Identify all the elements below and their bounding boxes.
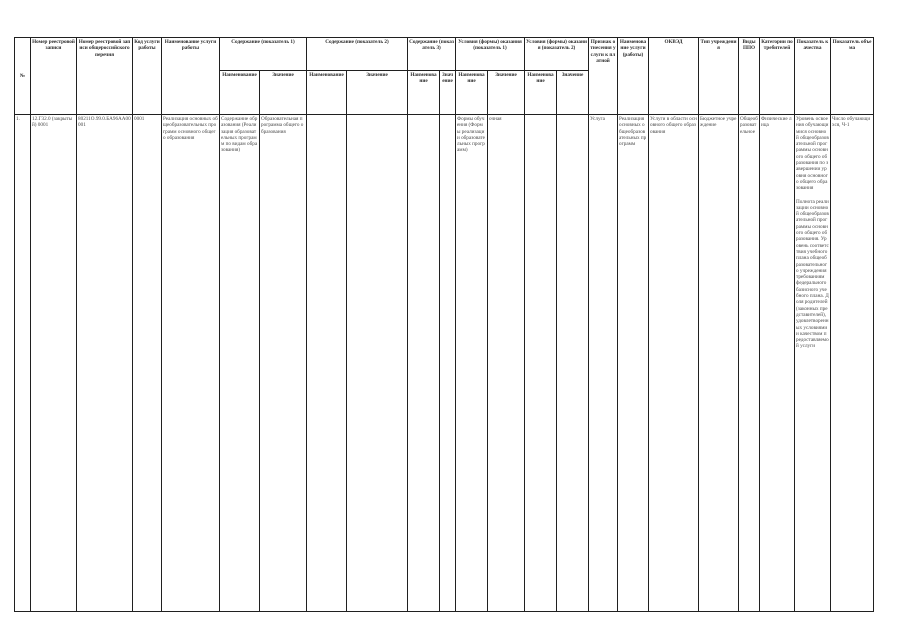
- header-volume-indicator: Показатель объема: [831, 38, 874, 115]
- header-u1-name: Наименование: [456, 71, 488, 115]
- header-institution-type: Тип учреждения: [699, 38, 739, 115]
- quality-indicator-1: Уровень освоения обучающимися основной общеобразовательной программы основного общего образования по завершении уровня основного общего образования: [796, 116, 829, 192]
- cell-content2-value: [347, 115, 408, 612]
- header-service-name: Наименование услуги работы: [162, 38, 220, 115]
- cell-volume-indicator: Число обучающихся, Ч-1: [831, 115, 874, 612]
- cell-conditions1-value: очная: [488, 115, 525, 612]
- cell-ppo-types: Общеобразовательное: [739, 115, 760, 612]
- cell-content2-name: [307, 115, 347, 612]
- cell-okved: Услуги в области основного общего образования: [649, 115, 699, 612]
- cell-institution-type: Бюджетное учреждение: [699, 115, 739, 612]
- header-c1-name: Наименование: [220, 71, 260, 115]
- header-work-name: Наименование услуги (работы): [618, 38, 649, 115]
- cell-work-name: Реализация основных общеобразовательных программ: [618, 115, 649, 612]
- header-c1-value: Значение: [260, 71, 307, 115]
- cell-content3-value: [440, 115, 456, 612]
- cell-registry-entry: 12.Г32.0 (закрытый) 0001: [31, 115, 77, 612]
- registry-sheet: [14, 37, 874, 612]
- header-all-russian-entry: Номер реестровой записи общероссийского перечня: [77, 38, 133, 115]
- cell-conditions2-value: [557, 115, 589, 612]
- header-registry-entry: Номер реестровой записи: [31, 38, 77, 115]
- header-paid-flag: Признак отнесения услуги к платной: [589, 38, 618, 115]
- cell-content1-value: Образовательная программа общего образования: [260, 115, 307, 612]
- cell-num: 1.: [15, 115, 31, 612]
- cell-quality-indicator: [795, 115, 831, 612]
- cell-conditions2-name: [525, 115, 557, 612]
- cell-content3-name: [408, 115, 440, 612]
- header-c3-name: Наименование: [408, 71, 440, 115]
- table-row: [15, 115, 874, 612]
- header-content-2: Содержание (показатель 2): [307, 38, 408, 71]
- header-u1-value: Значение: [488, 71, 525, 115]
- header-c3-value: Значение: [440, 71, 456, 115]
- registry-table: [14, 37, 874, 612]
- header-ppo-types: Виды ППО: [739, 38, 760, 115]
- cell-service-code: 0001: [133, 115, 162, 612]
- header-conditions-2: Условия (формы) оказания (показатель 2): [525, 38, 589, 71]
- cell-all-russian-entry: 80211О.99.0.БА96АА00001: [77, 115, 133, 612]
- header-c2-value: Значение: [347, 71, 408, 115]
- header-service-code: Код услуги работы: [133, 38, 162, 115]
- cell-content1-name: Содержание образования (Реализация образовательных программ по видам образования): [220, 115, 260, 612]
- header-content-1: Содержание (показатель 1): [220, 38, 307, 71]
- header-conditions-1: Условия (формы) оказания (показатель 1): [456, 38, 525, 71]
- cell-service-name: Реализация основных общеобразовательных программ основного общего образования: [162, 115, 220, 612]
- header-c2-name: Наименование: [307, 71, 347, 115]
- header-u2-name: Наименование: [525, 71, 557, 115]
- header-consumer-categories: Категории потребителей: [760, 38, 795, 115]
- header-content-3: Содержание (показатель 3): [408, 38, 456, 71]
- header-u2-value: Значение: [557, 71, 589, 115]
- header-quality-indicator: Показатель качества: [795, 38, 831, 115]
- cell-consumer-categories: Физические лица: [760, 115, 795, 612]
- cell-conditions1-name: Формы обучения (Формы реализации образовательных программ): [456, 115, 488, 612]
- header-okved: ОКВЭД: [649, 38, 699, 115]
- cell-paid-flag: Услуга: [589, 115, 618, 612]
- quality-indicator-2: Полнота реализации основной общеобразовательной программы основного общего образования. Уровень соответствия учебного плана общеобразовательного учреждения требованиям федерального базисного учебного плана. Доля родителей (законных представителей), удовлетворенных условиями и качеством предоставляемой услуги: [796, 198, 829, 350]
- header-num: №: [15, 38, 31, 115]
